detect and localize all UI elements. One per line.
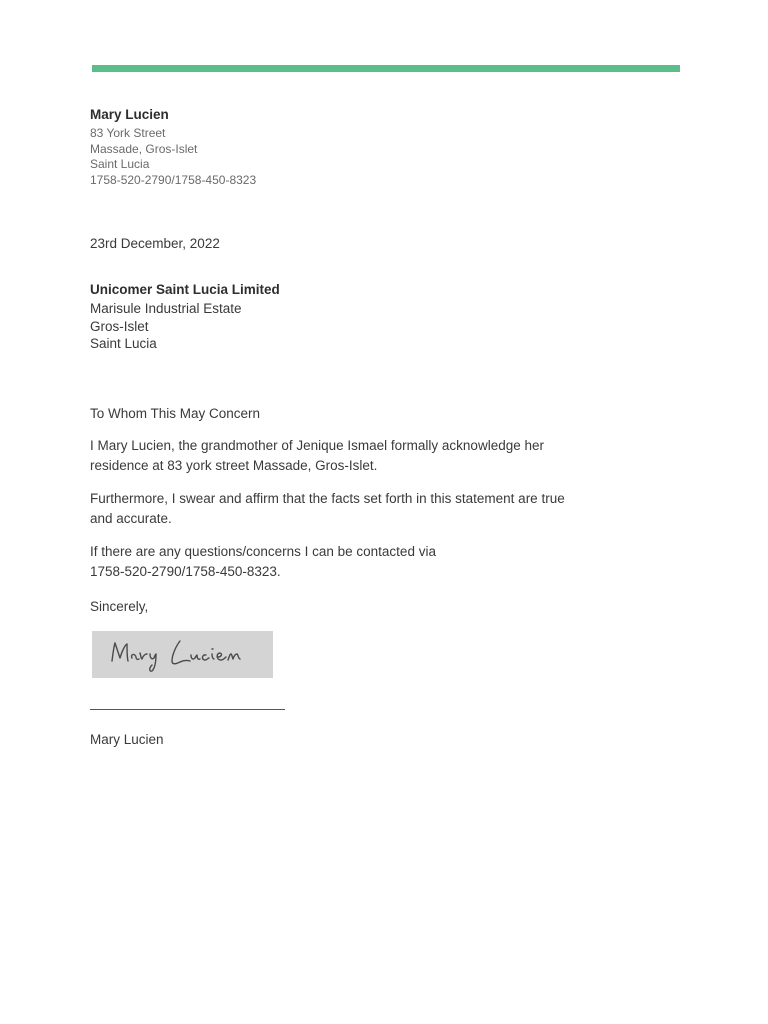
- sender-name: Mary Lucien: [90, 107, 169, 122]
- sender-locality: Massade, Gros-Islet: [90, 141, 198, 156]
- salutation: To Whom This May Concern: [90, 406, 261, 421]
- recipient-street: Marisule Industrial Estate: [90, 301, 242, 316]
- paragraph-affirmation: Furthermore, I swear and affirm that the facts set forth in this statement are true and accurate.: [90, 491, 565, 526]
- sender-block: [90, 106, 490, 188]
- sender-street: 83 York Street: [90, 126, 166, 140]
- recipient-locality: Gros-Islet: [90, 318, 149, 334]
- handwritten-signature: [92, 631, 273, 678]
- header-accent-bar: [92, 65, 680, 72]
- letter-date: 23rd December, 2022: [90, 236, 220, 251]
- signature-line: [90, 709, 285, 710]
- sender-country: Saint Lucia: [90, 157, 150, 171]
- paragraph-contact-text: If there are any questions/concerns I can be contacted via: [90, 544, 436, 559]
- recipient-country: Saint Lucia: [90, 336, 157, 351]
- signer-name: Mary Lucien: [90, 732, 164, 747]
- closing: Sincerely,: [90, 599, 149, 614]
- sender-phone: 1758-520-2790/1758-450-8323: [90, 172, 257, 187]
- paragraph-contact: [90, 542, 570, 582]
- recipient-name: Unicomer Saint Lucia Limited: [90, 282, 280, 297]
- recipient-block: [90, 281, 490, 353]
- paragraph-contact-phone: 1758-520-2790/1758-450-8323.: [90, 564, 281, 579]
- paragraph-acknowledgement: I Mary Lucien, the grandmother of Jenique Ismael formally acknowledge her residence at 83 york street Massade, Gros-Islet.: [90, 438, 544, 473]
- signature-image: [92, 631, 273, 678]
